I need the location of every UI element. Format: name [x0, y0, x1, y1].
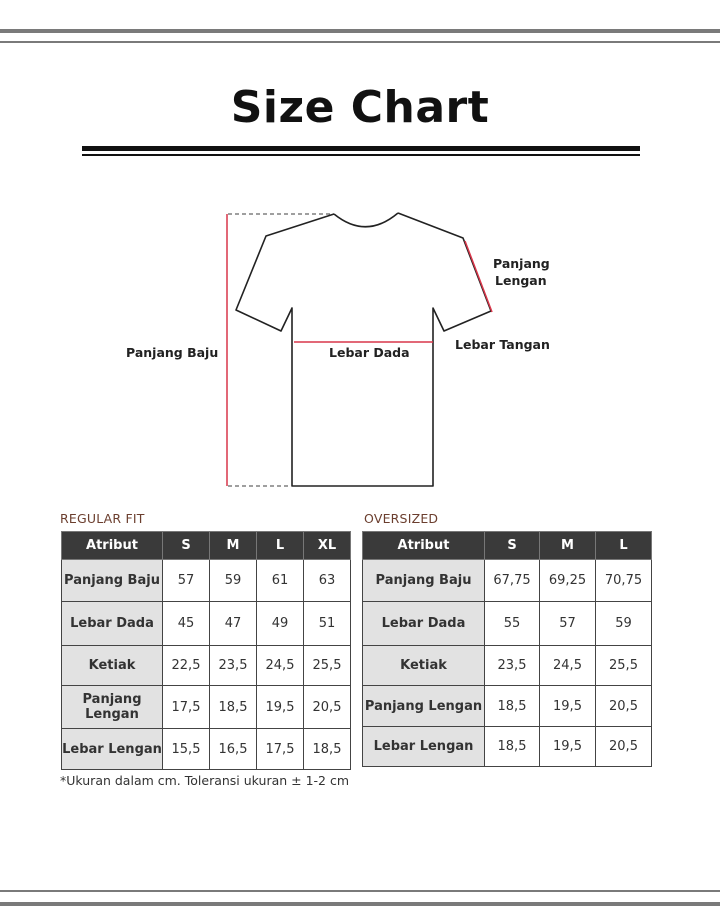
- table-row: [62, 602, 351, 646]
- cell-value: 59: [210, 560, 257, 602]
- cell-value: 19,5: [257, 686, 304, 729]
- regular-fit-table: [61, 531, 351, 770]
- table-row: [62, 560, 351, 602]
- row-label: Ketiak: [62, 646, 163, 686]
- cell-value: 57: [163, 560, 210, 602]
- header-size: M: [540, 532, 596, 560]
- table-header-row: [363, 532, 652, 560]
- cell-value: 18,5: [485, 686, 540, 727]
- cell-value: 24,5: [257, 646, 304, 686]
- header-size: M: [210, 532, 257, 560]
- label-lebar-tangan: Lebar Tangan: [455, 337, 550, 352]
- cell-value: 16,5: [210, 729, 257, 770]
- cell-value: 67,75: [485, 560, 540, 602]
- cell-value: 17,5: [163, 686, 210, 729]
- table-row: [62, 729, 351, 770]
- label-panjang-baju: Panjang Baju: [126, 345, 219, 360]
- row-label: Panjang Baju: [62, 560, 163, 602]
- label-lebar-dada: Lebar Dada: [329, 345, 410, 360]
- table-row: [363, 646, 652, 686]
- cell-value: 19,5: [540, 727, 596, 767]
- cell-value: 15,5: [163, 729, 210, 770]
- cell-value: 51: [304, 602, 351, 646]
- header-size: S: [485, 532, 540, 560]
- cell-value: 20,5: [304, 686, 351, 729]
- cell-value: 57: [540, 602, 596, 646]
- row-label: Panjang Lengan: [363, 686, 485, 727]
- row-label: [62, 686, 163, 729]
- cell-value: 25,5: [304, 646, 351, 686]
- oversized-table: [362, 531, 652, 767]
- header-size: S: [163, 532, 210, 560]
- cell-value: 47: [210, 602, 257, 646]
- cell-value: 24,5: [540, 646, 596, 686]
- cell-value: 70,75: [596, 560, 652, 602]
- row-label-line1: Panjang: [82, 692, 142, 707]
- row-label: Lebar Dada: [62, 602, 163, 646]
- row-label: Ketiak: [363, 646, 485, 686]
- cell-value: 17,5: [257, 729, 304, 770]
- cell-value: 55: [485, 602, 540, 646]
- table-row: [363, 686, 652, 727]
- cell-value: 63: [304, 560, 351, 602]
- row-label: Lebar Lengan: [363, 727, 485, 767]
- cell-value: 69,25: [540, 560, 596, 602]
- table-row: [62, 686, 351, 729]
- cell-value: 25,5: [596, 646, 652, 686]
- row-label-line2: Lengan: [85, 707, 139, 722]
- header-size: L: [257, 532, 304, 560]
- row-label: Panjang Baju: [363, 560, 485, 602]
- bottom-border-line: [0, 902, 720, 906]
- oversized-title: OVERSIZED: [364, 511, 439, 526]
- header-atribut: Atribut: [363, 532, 485, 560]
- cell-value: 59: [596, 602, 652, 646]
- cell-value: 20,5: [596, 686, 652, 727]
- label-panjang-lengan: [493, 255, 550, 289]
- cell-value: 45: [163, 602, 210, 646]
- cell-value: 19,5: [540, 686, 596, 727]
- table-row: [363, 560, 652, 602]
- cell-value: 20,5: [596, 727, 652, 767]
- label-panjang-lengan-line2: Lengan: [495, 273, 547, 288]
- header-atribut: Atribut: [62, 532, 163, 560]
- table-row: [62, 646, 351, 686]
- cell-value: 23,5: [485, 646, 540, 686]
- bottom-border-line-thin: [0, 890, 720, 892]
- table-header-row: [62, 532, 351, 560]
- regular-fit-title: REGULAR FIT: [60, 511, 145, 526]
- cell-value: 49: [257, 602, 304, 646]
- cell-value: 61: [257, 560, 304, 602]
- table-row: [363, 602, 652, 646]
- header-size: L: [596, 532, 652, 560]
- row-label: Lebar Dada: [363, 602, 485, 646]
- size-note: *Ukuran dalam cm. Toleransi ukuran ± 1-2 cm: [60, 773, 350, 788]
- row-label: Lebar Lengan: [62, 729, 163, 770]
- label-panjang-lengan-line1: Panjang: [493, 256, 550, 271]
- cell-value: 18,5: [210, 686, 257, 729]
- header-size: XL: [304, 532, 351, 560]
- tshirt-collar: [334, 213, 398, 227]
- cell-value: 18,5: [304, 729, 351, 770]
- cell-value: 18,5: [485, 727, 540, 767]
- cell-value: 23,5: [210, 646, 257, 686]
- cell-value: 22,5: [163, 646, 210, 686]
- sleeve-measure-line: [465, 241, 492, 312]
- table-row: [363, 727, 652, 767]
- page-title: Size Chart: [230, 82, 490, 133]
